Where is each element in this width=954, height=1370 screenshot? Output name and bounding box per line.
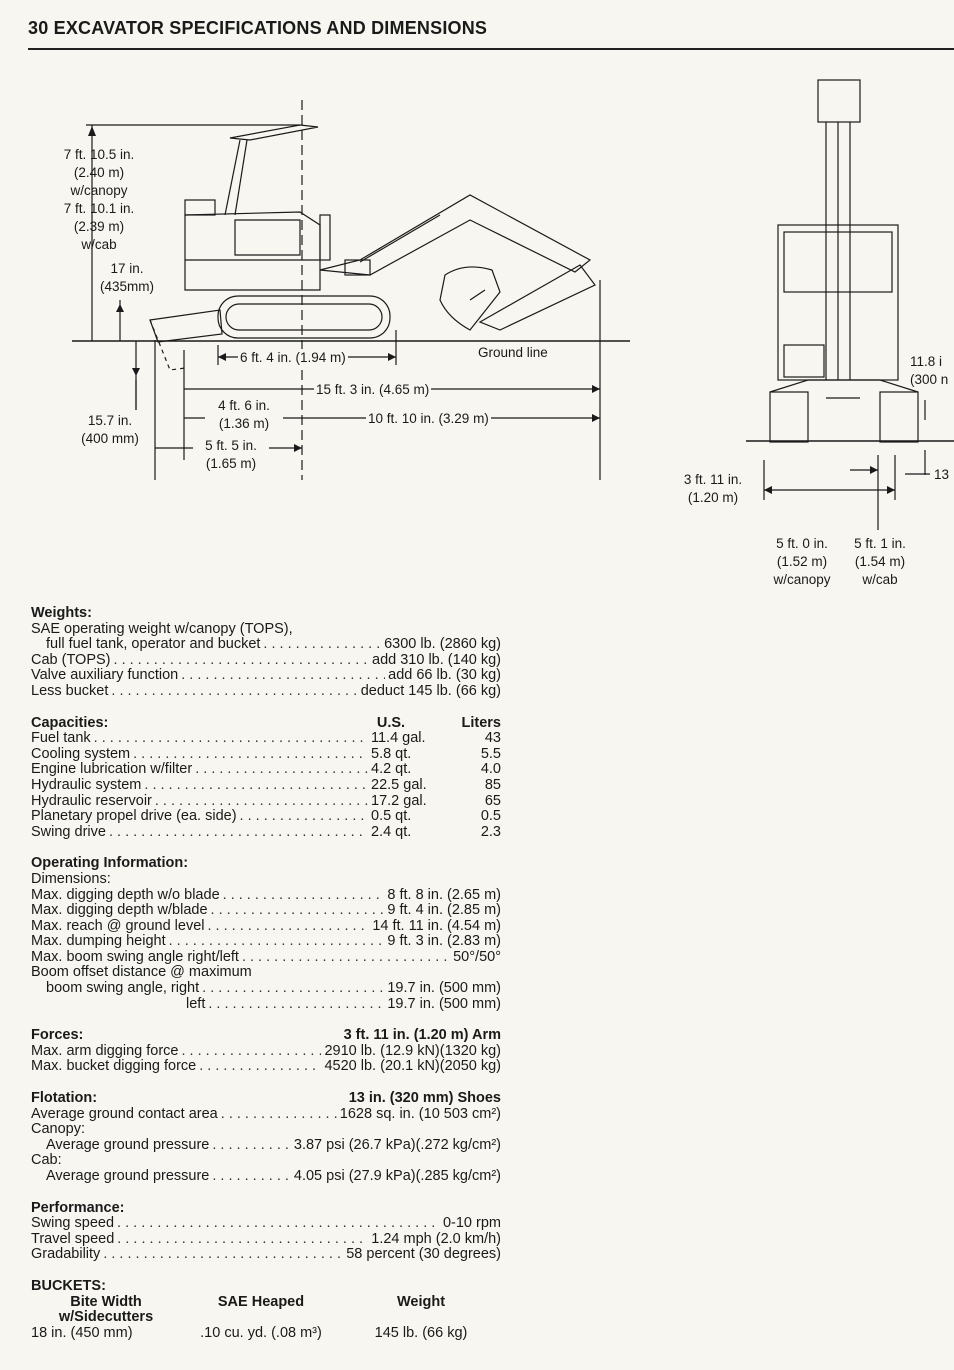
row-value: 4520 lb. (20.1 kN)(2050 kg): [324, 1059, 501, 1075]
buckets-col1: [31, 1295, 181, 1326]
row-liters: 0.5: [480, 809, 501, 825]
row-value: 9 ft. 4 in. (2.85 m): [387, 903, 501, 919]
weights-row: [31, 684, 501, 700]
row-label: Planetary propel drive (ea. side): [31, 809, 237, 825]
capacities-col-us: U.S.: [376, 714, 406, 731]
row-label: Max. dumping height: [31, 934, 166, 950]
row-us: 5.8 qt.: [371, 746, 412, 762]
offset-label: [910, 353, 948, 389]
capacities-row: [31, 731, 501, 747]
flotation-col: 13 in. (320 mm) Shoes: [348, 1090, 501, 1107]
weights-title: Weights:: [31, 605, 92, 621]
buckets-col1-line2: w/Sidecutters: [58, 1309, 154, 1326]
capacities-col-liters: Liters: [461, 714, 501, 731]
height-cab-label: [50, 200, 148, 254]
row-liters: 5.5: [480, 746, 501, 762]
row-value: add 66 lb. (30 kg): [388, 668, 501, 684]
blade-depth-label: [74, 412, 146, 448]
performance-row: [31, 1247, 501, 1263]
operating-heading: [31, 856, 501, 872]
row-us: 2.4 qt.: [371, 824, 412, 840]
row-label: boom swing angle, right: [46, 981, 200, 997]
row-liters: 2.3: [480, 824, 501, 840]
row-value: 8 ft. 8 in. (2.65 m): [387, 887, 501, 903]
width-canopy-ft: 5 ft. 0 in.: [776, 536, 828, 551]
row-value: 6300 lb. (2860 kg): [384, 637, 501, 653]
buckets-section: [31, 1279, 501, 1341]
dim-5ft5-ft: 5 ft. 5 in.: [205, 438, 257, 453]
capacities-row: [31, 809, 501, 825]
operating-dimensions: Dimensions:: [31, 870, 111, 887]
flotation-row: [31, 1169, 501, 1185]
bucket-weight: 145 lb. (66 kg): [374, 1324, 468, 1341]
blade-depth-in: 15.7 in.: [87, 413, 133, 428]
weights-row: [31, 668, 501, 684]
row-label: Max. bucket digging force: [31, 1059, 197, 1075]
flotation-row: [31, 1138, 501, 1154]
row-value: 1628 sq. in. (10 503 cm²): [339, 1106, 501, 1122]
width-canopy-m: (1.52 m): [776, 554, 828, 569]
performance-title: Performance:: [31, 1199, 125, 1216]
row-value: 9 ft. 3 in. (2.83 m): [387, 934, 501, 950]
row-us: 17.2 gal.: [371, 793, 427, 809]
row-value: 4.05 psi (27.9 kPa)(.285 kg/cm²): [293, 1169, 501, 1184]
row-label: Swing speed: [31, 1216, 115, 1232]
flotation-canopy: Canopy:: [31, 1121, 86, 1138]
ground-line-label: Ground line: [478, 345, 548, 360]
row-value: 1.24 mph (2.0 km/h): [371, 1231, 501, 1247]
row-us: 22.5 gal.: [371, 777, 427, 793]
flotation-section: [31, 1091, 501, 1185]
offset-in: 11.8 i: [910, 354, 943, 369]
row-label: Travel speed: [31, 1231, 115, 1247]
track-width-ft: 3 ft. 11 in.: [683, 472, 743, 487]
capacities-title: Capacities:: [31, 714, 109, 731]
row-liters: 65: [484, 793, 501, 809]
flotation-cab: Cab:: [31, 1152, 62, 1169]
height-canopy-note: w/canopy: [70, 183, 128, 198]
dim-6ft4-label: 6 ft. 4 in. (1.94 m): [240, 350, 346, 365]
performance-heading: [31, 1201, 501, 1217]
row-value: 3.87 psi (26.7 kPa)(.272 kg/cm²): [293, 1137, 501, 1153]
dim-4ft6-ft: 4 ft. 6 in.: [218, 398, 270, 413]
buckets-col1-line1: Bite Width: [70, 1293, 142, 1310]
row-label: Hydraulic reservoir: [31, 793, 152, 809]
width-cab-label: [842, 535, 918, 589]
specifications: [31, 606, 501, 1357]
flotation-title: Flotation:: [31, 1090, 98, 1107]
weights-line1: SAE operating weight w/canopy (TOPS),: [31, 620, 293, 637]
forces-row: [31, 1059, 501, 1075]
row-label: Average ground pressure: [46, 1137, 210, 1153]
width-cab-m: (1.54 m): [854, 554, 906, 569]
flotation-row: [31, 1107, 501, 1123]
track-width-label: [674, 471, 752, 507]
flotation-heading: [31, 1091, 501, 1107]
row-label: Valve auxiliary function: [31, 668, 179, 684]
row-label: Less bucket: [31, 683, 109, 699]
capacities-row: [31, 747, 501, 763]
dim-4ft6-m: (1.36 m): [218, 416, 270, 431]
clearance-mm: (435mm): [99, 279, 154, 294]
row-label: Max. boom swing angle right/left: [31, 949, 239, 965]
operating-row: [31, 997, 501, 1013]
operating-row: [31, 934, 501, 950]
dim-5ft5-label: [193, 437, 269, 473]
operating-row: [31, 903, 501, 919]
buckets-col3: Weight: [396, 1293, 446, 1310]
excavator-dimension-diagram: [0, 0, 954, 600]
row-label: Cooling system: [31, 746, 131, 762]
row-value: 19.7 in. (500 mm): [387, 981, 501, 997]
row-label: Average ground pressure: [46, 1169, 210, 1184]
row-label: Max. reach @ ground level: [31, 918, 205, 934]
bucket-width: 18 in. (450 mm): [31, 1324, 133, 1341]
capacities-row: [31, 825, 501, 841]
row-label: Average ground contact area: [31, 1106, 218, 1122]
row-label: full fuel tank, operator and bucket: [46, 637, 261, 653]
dim-15ft3-label: 15 ft. 3 in. (4.65 m): [316, 382, 430, 397]
forces-title: Forces:: [31, 1027, 84, 1044]
clearance-in: 17 in.: [110, 261, 144, 276]
row-label: Gradability: [31, 1247, 101, 1263]
capacities-row: [31, 778, 501, 794]
weights-heading: [31, 606, 501, 622]
weights-section: [31, 606, 501, 700]
buckets-heading: [31, 1279, 501, 1295]
row-liters: 85: [484, 777, 501, 793]
row-label: Max. digging depth w/o blade: [31, 887, 220, 903]
width-cab-ft: 5 ft. 1 in.: [854, 536, 906, 551]
forces-col: 3 ft. 11 in. (1.20 m) Arm: [343, 1027, 501, 1044]
row-value: 58 percent (30 degrees): [346, 1247, 501, 1263]
dim-10ft10-label: 10 ft. 10 in. (3.29 m): [368, 411, 489, 426]
height-canopy-m: (2.40 m): [73, 165, 125, 180]
operating-row: [31, 888, 501, 904]
row-label: Hydraulic system: [31, 777, 142, 793]
forces-row: [31, 1044, 501, 1060]
height-canopy-ft: 7 ft. 10.5 in.: [63, 147, 135, 162]
row-value: 2910 lb. (12.9 kN)(1320 kg): [324, 1043, 501, 1059]
row-label: Max. arm digging force: [31, 1043, 179, 1059]
performance-section: [31, 1201, 501, 1263]
page-title: 30 EXCAVATOR SPECIFICATIONS AND DIMENSIONS: [28, 18, 488, 38]
weights-row: [31, 653, 501, 669]
row-value: 14 ft. 11 in. (4.54 m): [372, 918, 501, 934]
row-value: 0-10 rpm: [442, 1216, 501, 1232]
operating-row: [31, 950, 501, 966]
forces-heading: [31, 1028, 501, 1044]
buckets-table: [31, 1295, 501, 1342]
row-us: 4.2 qt.: [371, 762, 412, 778]
capacities-row: [31, 794, 501, 810]
performance-row: [31, 1216, 501, 1232]
height-cab-m: (2.39 m): [73, 219, 125, 234]
capacities-row: [31, 762, 501, 778]
height-cab-note: w/cab: [81, 237, 117, 252]
buckets-title: BUCKETS:: [31, 1277, 106, 1294]
dim-5ft5-m: (1.65 m): [205, 456, 257, 471]
operating-row: [31, 919, 501, 935]
width-canopy-note: w/canopy: [773, 572, 831, 587]
operating-title: Operating Information:: [31, 855, 189, 872]
capacities-heading: [31, 716, 501, 732]
dim-4ft6-label: [205, 397, 283, 433]
height-canopy-label: [50, 146, 148, 200]
row-label: left: [186, 996, 206, 1012]
shoe-width-label: 13: [934, 467, 950, 482]
capacities-section: [31, 716, 501, 841]
forces-section: [31, 1028, 501, 1075]
row-label: Cab (TOPS): [31, 652, 111, 668]
row-value: deduct 145 lb. (66 kg): [360, 683, 501, 699]
row-value: 50°/50°: [453, 949, 501, 965]
row-us: 0.5 qt.: [371, 809, 412, 825]
buckets-col2: SAE Heaped: [217, 1293, 305, 1310]
row-liters: 43: [484, 731, 501, 747]
height-cab-ft: 7 ft. 10.1 in.: [63, 201, 135, 216]
width-canopy-label: [762, 535, 842, 589]
row-us: 11.4 gal.: [371, 731, 426, 747]
operating-section: [31, 856, 501, 1012]
row-label: Swing drive: [31, 824, 106, 840]
bucket-heaped: .10 cu. yd. (.08 m³): [200, 1324, 322, 1341]
row-label: Fuel tank: [31, 731, 91, 747]
offset-mm: (300 n: [910, 372, 949, 387]
row-liters: 4.0: [480, 762, 501, 778]
width-cab-note: w/cab: [862, 572, 898, 587]
clearance-label: [92, 260, 162, 296]
row-label: Engine lubrication w/filter: [31, 762, 193, 778]
row-value: add 310 lb. (140 kg): [372, 652, 501, 668]
row-label: Max. digging depth w/blade: [31, 903, 208, 919]
track-width-m: (1.20 m): [687, 490, 739, 505]
offset-title: Boom offset distance @ maximum: [31, 964, 252, 981]
row-value: 19.7 in. (500 mm): [387, 996, 501, 1012]
weights-row: [31, 637, 501, 653]
blade-depth-mm: (400 mm): [81, 431, 139, 446]
performance-row: [31, 1232, 501, 1248]
operating-row: [31, 981, 501, 997]
